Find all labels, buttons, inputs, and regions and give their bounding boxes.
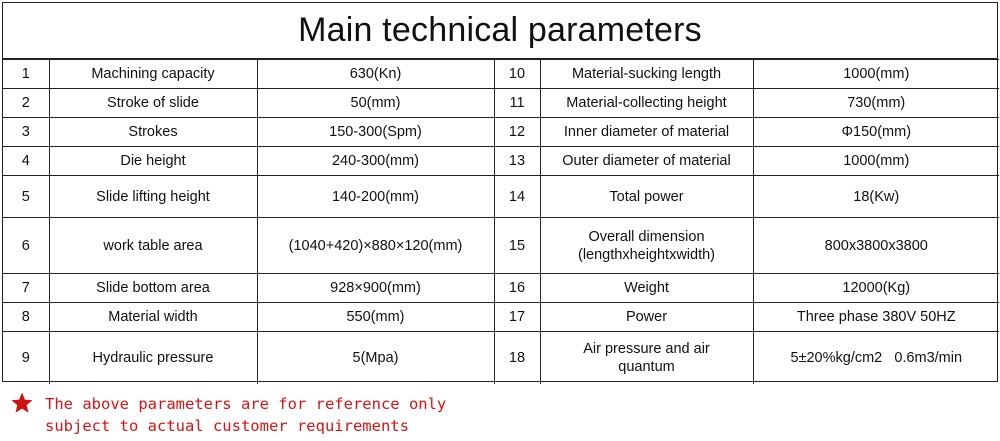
parameter-value: 18(Kw) [753, 176, 999, 218]
parameter-value: Three phase 380V 50HZ [753, 303, 999, 332]
parameter-value: 50(mm) [257, 89, 494, 118]
row-number: 6 [3, 218, 49, 274]
parameter-value: 1000(mm) [753, 60, 999, 89]
parameter-name: Inner diameter of material [540, 118, 753, 147]
row-number: 18 [494, 332, 540, 384]
parameter-name: Stroke of slide [49, 89, 257, 118]
parameter-name: Strokes [49, 118, 257, 147]
table-row [3, 60, 999, 89]
parameter-name: work table area [49, 218, 257, 274]
table-row [3, 176, 999, 218]
parameter-value: 730(mm) [753, 89, 999, 118]
table-row [3, 89, 999, 118]
row-number: 12 [494, 118, 540, 147]
row-number: 9 [3, 332, 49, 384]
note-line: The above parameters are for reference only [45, 395, 447, 413]
row-number: 13 [494, 147, 540, 176]
row-number: 1 [3, 60, 49, 89]
parameters-panel [2, 2, 998, 382]
parameter-value: 928×900(mm) [257, 274, 494, 303]
parameter-value: 12000(Kg) [753, 274, 999, 303]
parameter-value: 550(mm) [257, 303, 494, 332]
parameter-name: Slide lifting height [49, 176, 257, 218]
parameter-value: Φ150(mm) [753, 118, 999, 147]
parameter-name: Machining capacity [49, 60, 257, 89]
table-row [3, 218, 999, 274]
row-number: 10 [494, 60, 540, 89]
parameter-value: 150-300(Spm) [257, 118, 494, 147]
table-row [3, 147, 999, 176]
table-row [3, 274, 999, 303]
star-icon [10, 391, 34, 415]
table-row [3, 303, 999, 332]
parameter-name-line: Air pressure and air [583, 340, 710, 357]
parameters-table [3, 59, 999, 384]
parameter-value: 5±20%kg/cm2 0.6m3/min [753, 332, 999, 384]
page-title: Main technical parameters [3, 3, 997, 59]
row-number: 14 [494, 176, 540, 218]
parameter-value: 630(Kn) [257, 60, 494, 89]
parameter-name: Weight [540, 274, 753, 303]
parameter-name-line: (lengthxheightxwidth) [577, 246, 716, 263]
parameter-value: 1000(mm) [753, 147, 999, 176]
table-row [3, 118, 999, 147]
row-number: 5 [3, 176, 49, 218]
note-line: subject to actual customer requirements [45, 417, 409, 435]
parameter-name: Outer diameter of material [540, 147, 753, 176]
row-number: 4 [3, 147, 49, 176]
row-number: 16 [494, 274, 540, 303]
parameter-value: (1040+420)×880×120(mm) [257, 218, 494, 274]
parameter-name: Slide bottom area [49, 274, 257, 303]
row-number: 8 [3, 303, 49, 332]
parameter-value: 5(Mpa) [257, 332, 494, 384]
row-number: 2 [3, 89, 49, 118]
parameter-name: Total power [540, 176, 753, 218]
parameter-value: 240-300(mm) [257, 147, 494, 176]
table-row [3, 332, 999, 384]
row-number: 15 [494, 218, 540, 274]
parameter-value: 800x3800x3800 [753, 218, 999, 274]
row-number: 7 [3, 274, 49, 303]
parameter-name: Hydraulic pressure [49, 332, 257, 384]
parameter-name: Material-collecting height [540, 89, 753, 118]
parameter-name-line: Overall dimension [588, 228, 705, 245]
parameter-name [540, 332, 753, 384]
parameter-name: Material width [49, 303, 257, 332]
row-number: 11 [494, 89, 540, 118]
parameter-name-line: quantum [618, 358, 675, 375]
parameter-name: Power [540, 303, 753, 332]
row-number: 3 [3, 118, 49, 147]
parameter-name [540, 218, 753, 274]
row-number: 17 [494, 303, 540, 332]
parameter-value: 140-200(mm) [257, 176, 494, 218]
parameter-name: Die height [49, 147, 257, 176]
parameter-name: Material-sucking length [540, 60, 753, 89]
